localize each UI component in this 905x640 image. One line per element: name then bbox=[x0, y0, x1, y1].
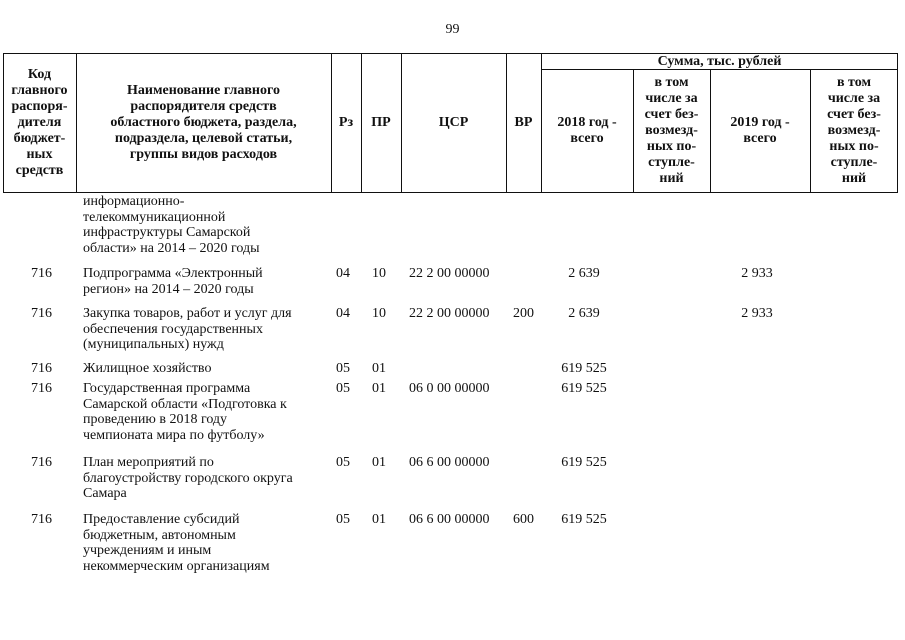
row-2018-total: 619 525 bbox=[561, 512, 607, 527]
header-2018-free: в том числе за счет без- возмезд- ных по- ступле- ний bbox=[644, 75, 699, 186]
header-name: Наименование главного распорядителя средств областного бюджета, раздела, подраздела, целевой статьи, группы видов расходов bbox=[110, 83, 297, 162]
row-2019-total: 2 933 bbox=[741, 266, 773, 281]
row-vr: 200 bbox=[513, 306, 534, 321]
header-code: Код главного распоря- дителя бюджет- ных средств bbox=[11, 67, 68, 178]
header-csr: ЦСР bbox=[438, 115, 469, 130]
row-csr: 06 0 00 00000 bbox=[409, 381, 490, 396]
row-code: 716 bbox=[31, 381, 52, 396]
row-pr: 10 bbox=[372, 306, 386, 321]
row-rz: 05 bbox=[336, 361, 350, 376]
header-sum: Сумма, тыс. рублей bbox=[657, 54, 782, 69]
continued-name-text: информационно- телекоммуникационной инфраструктуры Самарской области» на 2014 – 2020 годы bbox=[83, 194, 260, 256]
table-header bbox=[3, 53, 898, 193]
row-rz: 04 bbox=[336, 266, 350, 281]
row-vr: 600 bbox=[513, 512, 534, 527]
row-2019-total: 2 933 bbox=[741, 306, 773, 321]
row-rz: 04 bbox=[336, 306, 350, 321]
row-rz: 05 bbox=[336, 512, 350, 527]
row-2018-total: 619 525 bbox=[561, 455, 607, 470]
row-csr: 06 6 00 00000 bbox=[409, 455, 490, 470]
row-2018-total: 2 639 bbox=[568, 306, 600, 321]
row-name: Предоставление субсидий бюджетным, автономным учреждениям и иным некоммерческим организациям bbox=[83, 512, 270, 574]
row-csr: 06 6 00 00000 bbox=[409, 512, 490, 527]
row-code: 716 bbox=[31, 455, 52, 470]
row-2018-total: 619 525 bbox=[561, 361, 607, 376]
row-code: 716 bbox=[31, 306, 52, 321]
header-2019-free: в том числе за счет без- возмезд- ных по- ступле- ний bbox=[827, 75, 881, 186]
row-name: Закупка товаров, работ и услуг для обеспечения государственных (муниципальных) нужд bbox=[83, 306, 292, 352]
row-code: 716 bbox=[31, 361, 52, 376]
row-pr: 01 bbox=[372, 512, 386, 527]
header-2019-total: 2019 год - всего bbox=[730, 115, 790, 146]
row-name: Жилищное хозяйство bbox=[83, 361, 212, 376]
row-csr: 22 2 00 00000 bbox=[409, 306, 490, 321]
row-pr: 01 bbox=[372, 381, 386, 396]
row-name: Подпрограмма «Электронный регион» на 2014 – 2020 годы bbox=[83, 266, 263, 297]
row-2018-total: 619 525 bbox=[561, 381, 607, 396]
row-name: План мероприятий по благоустройству городского округа Самара bbox=[83, 455, 293, 501]
row-rz: 05 bbox=[336, 381, 350, 396]
row-csr: 22 2 00 00000 bbox=[409, 266, 490, 281]
header-vr: ВР bbox=[514, 115, 533, 130]
page-number: 99 bbox=[445, 22, 460, 37]
row-2018-total: 2 639 bbox=[568, 266, 600, 281]
row-name: Государственная программа Самарской области «Подготовка к проведению в 2018 году чемпионата мира по футболу» bbox=[83, 381, 287, 443]
row-pr: 01 bbox=[372, 361, 386, 376]
row-pr: 01 bbox=[372, 455, 386, 470]
row-rz: 05 bbox=[336, 455, 350, 470]
header-pr: ПР bbox=[371, 115, 391, 130]
header-rz: Рз bbox=[338, 115, 354, 130]
row-code: 716 bbox=[31, 266, 52, 281]
row-code: 716 bbox=[31, 512, 52, 527]
header-2018-total: 2018 год - всего bbox=[557, 115, 617, 146]
row-pr: 10 bbox=[372, 266, 386, 281]
